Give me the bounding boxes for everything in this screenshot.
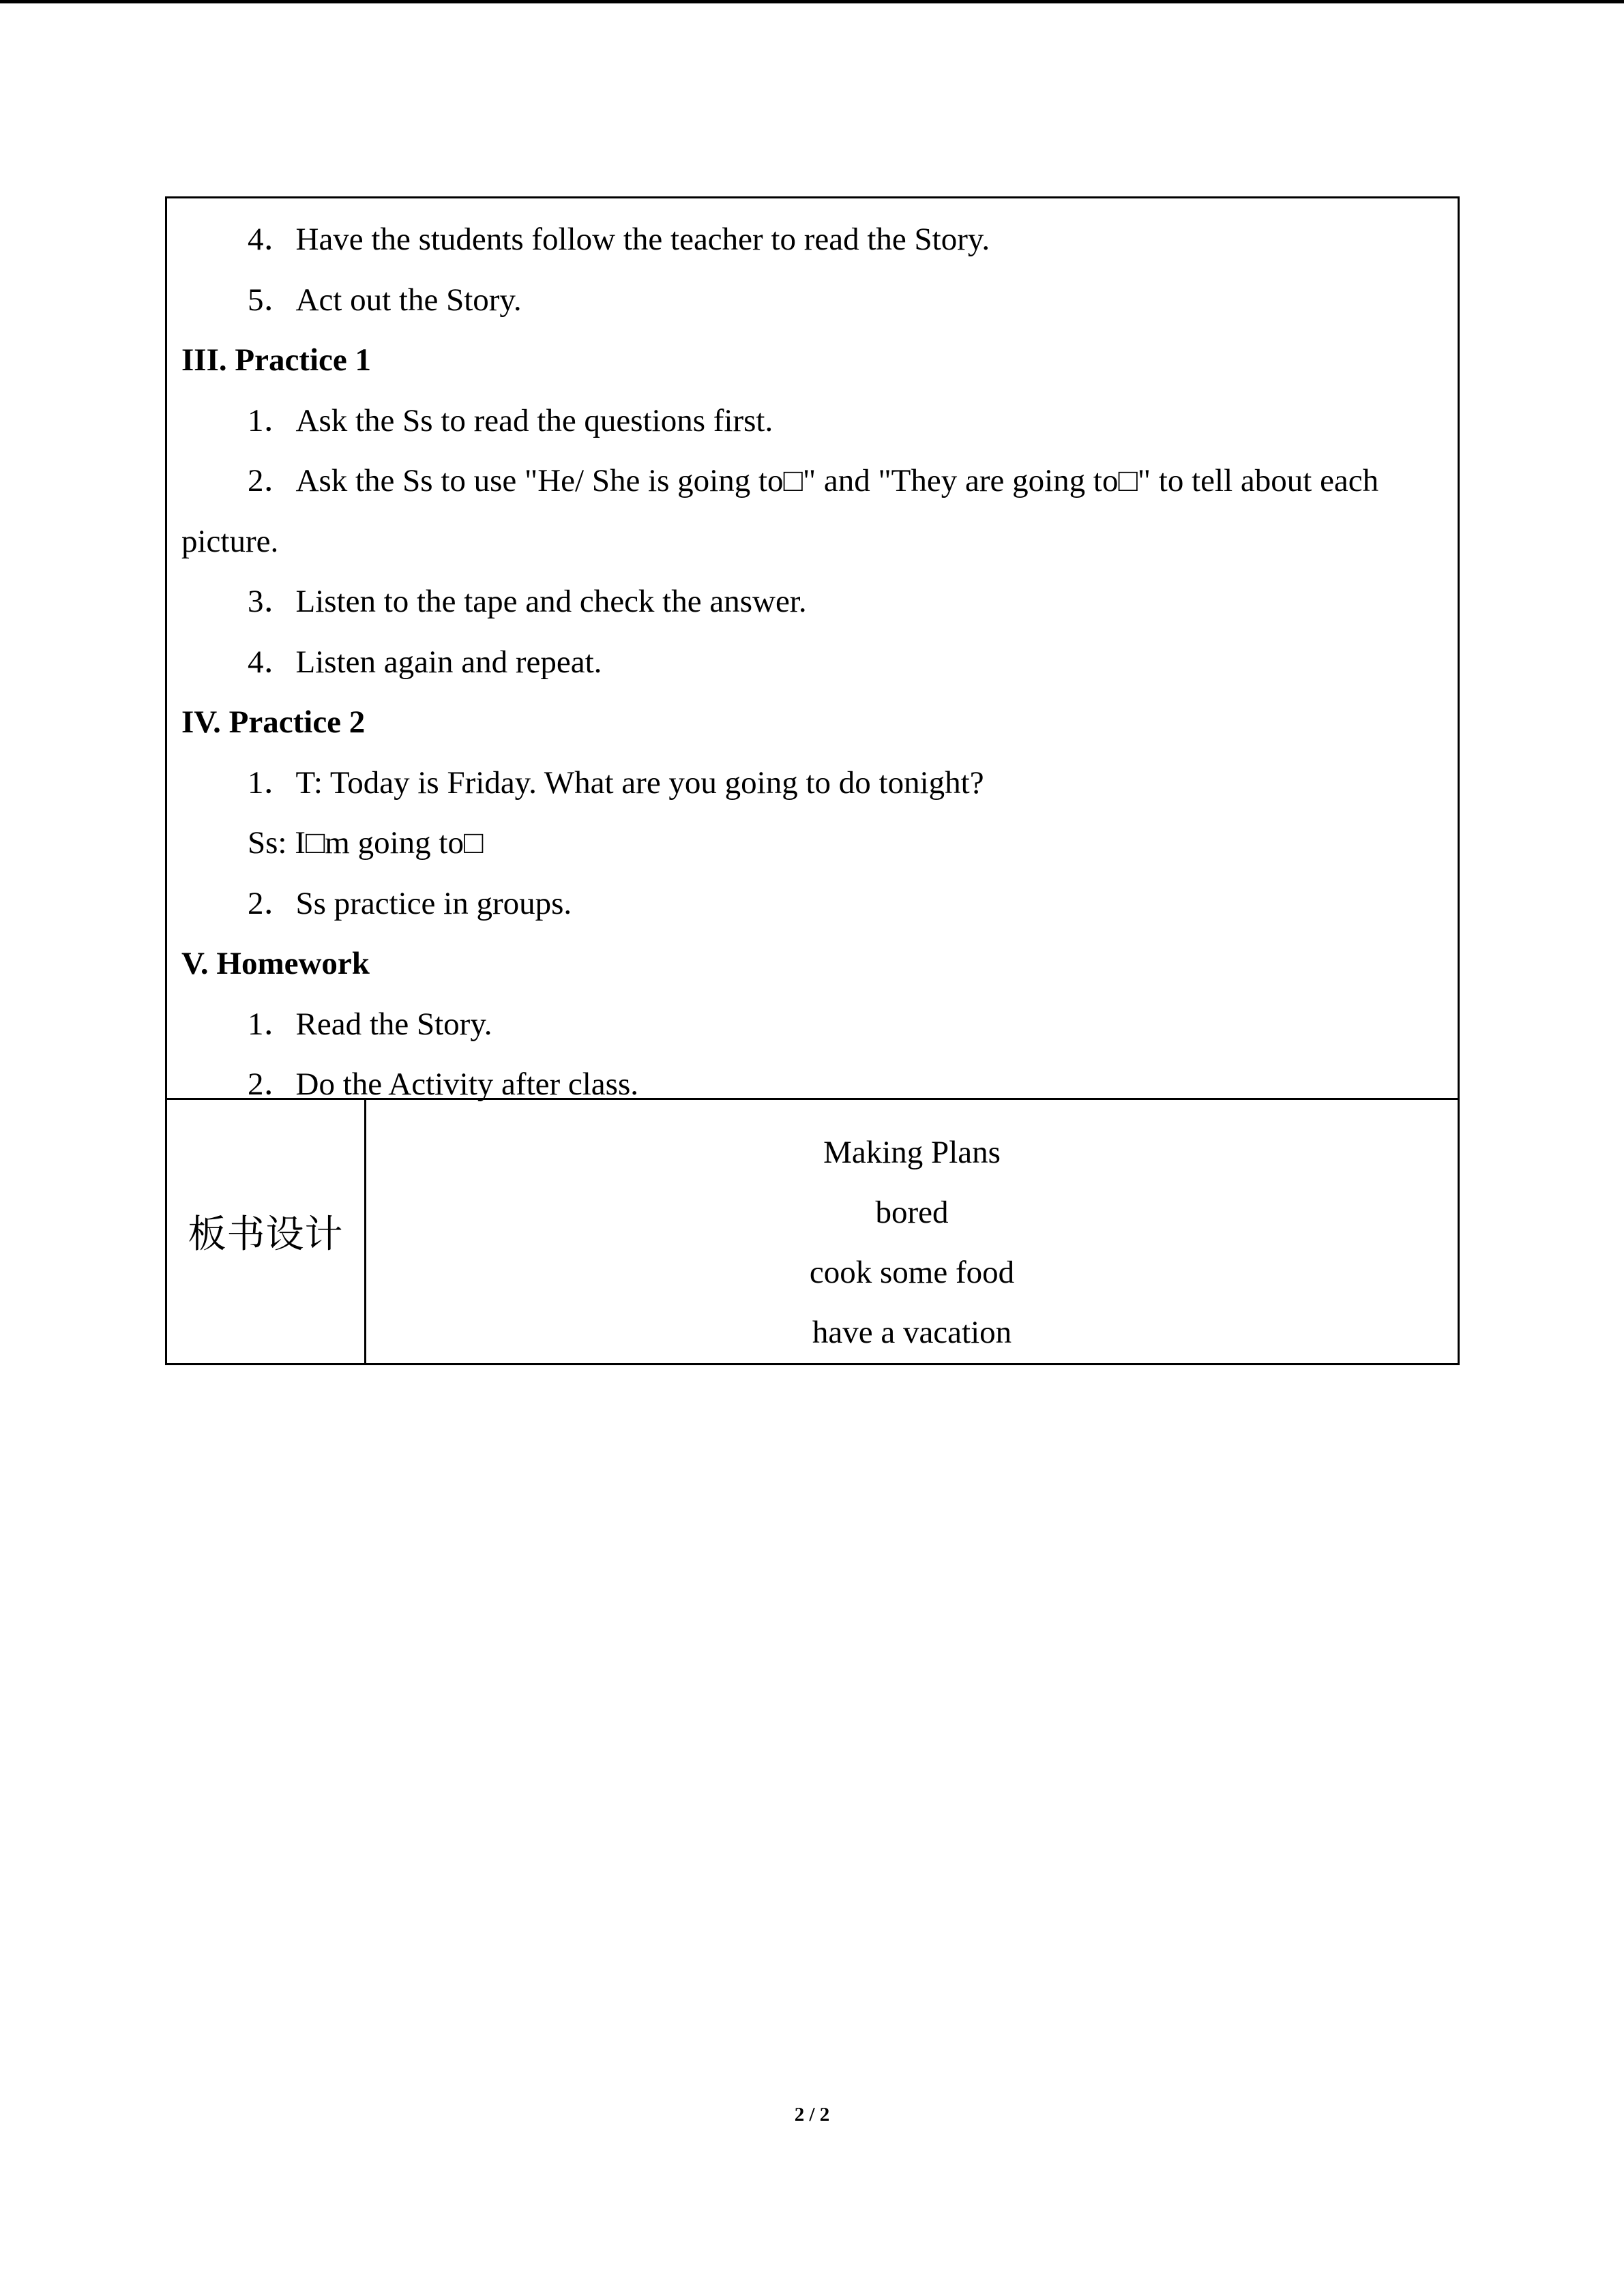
lesson-plan-line: 3．Listen to the tape and check the answer. (248, 584, 807, 619)
page-number: 2 / 2 (794, 2104, 830, 2126)
board-design-content-cell (366, 1100, 1458, 1363)
lesson-plan-line: 2．Ask the Ss to use "He/ She is going to□" and "They are going to□" to tell about each (248, 463, 1379, 498)
board-design-row (167, 1098, 1458, 1363)
board-design-label: 板书设计 (188, 1214, 344, 1256)
board-design-line: cook some food (809, 1255, 1015, 1290)
lesson-plan-table (165, 196, 1460, 1365)
board-design-line: Making Plans (823, 1135, 1001, 1170)
board-design-line: have a vacation (812, 1315, 1012, 1350)
lesson-plan-line-wrap: picture. (181, 523, 279, 559)
lesson-plan-line: 5．Act out the Story. (248, 282, 522, 318)
lesson-plan-line: 1．T: Today is Friday. What are you going to do tonight? (248, 764, 984, 801)
page-top-border (0, 0, 1624, 3)
section-heading-practice-1: III. Practice 1 (181, 342, 371, 378)
lesson-plan-content (167, 198, 1458, 1102)
lesson-plan-line: Ss: I□m going to□ (248, 825, 484, 861)
lesson-plan-line: 2．Ss practice in groups. (248, 885, 572, 921)
board-design-label-cell (167, 1100, 366, 1363)
board-design-line: bored (875, 1195, 949, 1230)
lesson-plan-line: 1．Read the Story. (248, 1006, 492, 1042)
lesson-plan-line: 2．Do the Activity after class. (248, 1067, 638, 1102)
lesson-plan-line: 4．Listen again and repeat. (248, 644, 602, 680)
lesson-plan-line: 4．Have the students follow the teacher to read the Story. (248, 222, 990, 257)
section-heading-homework: V. Homework (181, 946, 370, 981)
section-heading-practice-2: IV. Practice 2 (181, 704, 366, 740)
lesson-plan-line: 1．Ask the Ss to read the questions first. (248, 402, 773, 438)
